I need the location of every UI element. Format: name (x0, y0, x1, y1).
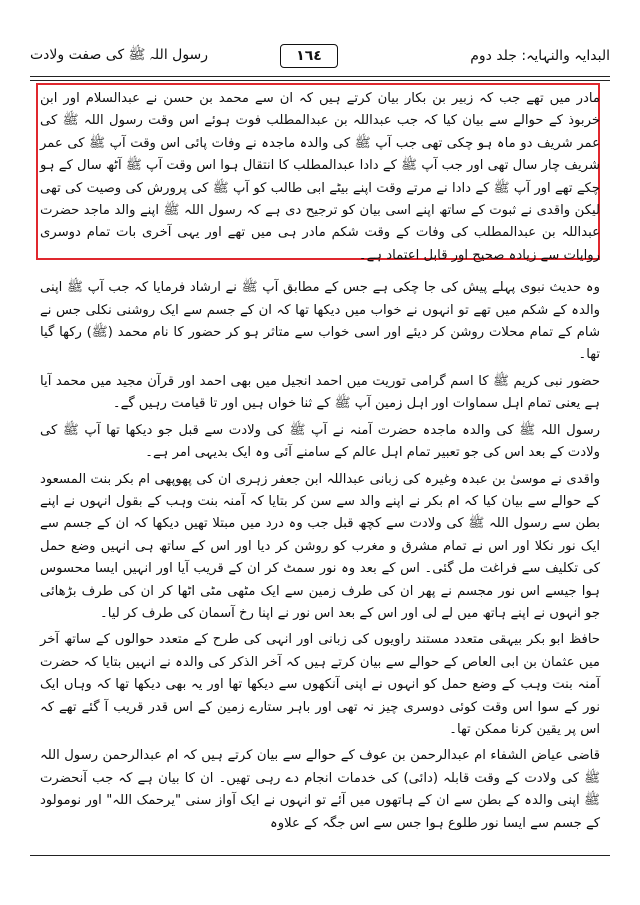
paragraph: وہ حدیث نبوی پہلے پیش کی جا چکی ہے جس کے مطابق آپ ﷺ نے ارشاد فرمایا کہ جب آپ ﷺ اپنی والدہ کے شکم میں تھے تو انہوں نے خواب میں دیکھا تھا کہ ان کے جسم سے ایک روشنی نکلی جس نے شام کے تمام محلات روشن کر دیئے اور اسی خواب سے متاثر ہو کر حضور کا نام محمد (ﷺ) رکھا گیا تھا۔ (40, 280, 600, 363)
paragraph: واقدی نے موسیٰ بن عبدہ وغیرہ کی زبانی عبداللہ ابن جعفر زہری ان کی پھوپھی ام بکر بنت المسعود کے حوالے سے بیان کیا کہ ام بکر نے اپنے والد سے سن کر بتایا کہ آمنہ بنت وہب کے بقول انہوں نے اپنے بطن سے رسول اللہ ﷺ کی ولادت سے کچھ قبل جب وہ درد میں مبتلا تھیں دیکھا کہ ان کے جسم سے ایک نور نکلا اور اس نے تمام مشرق و مغرب کو روشن کر دیا اور اس کے ساتھ ہی انہیں وضع حمل کی تکلیف سے فراغت مل گئی۔ اس کے بعد وہ نور سمٹ کر ان کے قریب آیا اور انہیں ایسا محسوس ہوا جیسے اس نور مجسم نے پھر ان کی طرف زمین سے ایک مٹھی مٹی اٹھا کر ان کی طرف بڑھائی جو انہوں نے اپنے ہاتھ میں لے لی اور اس کے بعد اس نور نے اپنا رخ آسمان کی طرف کر لیا۔ (40, 471, 600, 621)
book-title: البدایہ والنہایہ: جلد دوم (470, 48, 610, 64)
paragraph: قاضی عیاض الشفاء ام عبدالرحمن بن عوف کے حوالے سے بیان کرتے ہیں کہ ام عبدالرحمن رسول اللہ ﷺ کی ولادت کے وقت قابلہ (دائی) کی خدمات انجام دے رہی تھیں۔ ان کا بیان ہے کہ جب آنحضرت ﷺ اپنی والدہ کے بطن سے ان کے ہاتھوں میں آئے تو انہوں نے ایک آواز سنی "یرحمک اللہ" اور نومولود کے جسم سے ایسا نور طلوع ہوا جس سے اس جگہ کے علاوہ (40, 748, 600, 831)
page-body (40, 88, 600, 839)
chapter-title: رسول اللہ ﷺ کی صفت ولادت (30, 47, 209, 63)
paragraph: حافظ ابو بکر بیہقی متعدد مستند راویوں کی زبانی اور انہی کی طرح کے متعدد حوالوں کے ساتھ آخر میں عثمان بن ابی العاص کے حوالے سے بیان کرتے ہیں کہ آخر الذکر کی والدہ نے انہیں بتایا کہ حضرت آمنہ بنت وہب کے وضع حمل کو انہوں نے اپنی آنکھوں سے دیکھا تھا اور یہ بھی دیکھا تھا کہ وہاں ایک نور کے سوا اس وقت کوئی دوسری چیز نہ تھی اور باہر ستارے زمین کے اس قدر قریب آ گئے تھے کہ اس پر یقین کرنا ممکن تھا۔ (40, 632, 600, 737)
paragraph: رسول اللہ ﷺ کی والدہ ماجدہ حضرت آمنہ نے آپ ﷺ کی ولادت سے قبل جو دیکھا تھا آپ ﷺ کی ولادت کے بعد اس کی جو تعبیر تمام اہل عالم کے سامنے آئی وہ ایک بدیہی امر ہے۔ (40, 422, 600, 461)
paragraph-highlighted: مادر میں تھے جب کہ زبیر بن بکار بیان کرتے ہیں کہ ان سے محمد بن حسن نے عبدالسلام اور ابن خربوذ کے حوالے سے بیان کیا کہ جب عبداللہ بن عبدالمطلب فوت ہوئے اس وقت رسول اللہ ﷺ کی عمر شریف دو ماہ ہو چکی تھی جب آپ ﷺ کی والدہ ماجدہ نے وفات پائی اس وقت آپ ﷺ کی عمر شریف چار سال تھی اور جب آپ ﷺ کے دادا عبدالمطلب کا انتقال ہوا اس وقت آپ ﷺ آٹھ سال کے ہو چکے تھے اور آپ ﷺ کے دادا نے مرتے وقت اپنے بیٹے ابی طالب کو آپ ﷺ کی پرورش کی وصیت کی تھی لیکن واقدی نے ثبوت کے ساتھ اپنے اسی بیان کو ترجیح دی ہے کہ رسول اللہ ﷺ اپنے والد ماجد حضرت عبداللہ بن عبدالمطلب کی وفات کے وقت شکم مادر ہی میں تھے اور یہی آخری بات تمام دوسری روایات سے زیادہ صحیح اور قابل اعتماد ہے۔ (40, 91, 600, 263)
header-rule (30, 76, 610, 77)
page-number: ١٦٤ (280, 44, 338, 68)
header-rule-thin (30, 80, 610, 81)
footer-rule (30, 855, 610, 856)
paragraph: حضور نبی کریم ﷺ کا اسم گرامی توریت میں احمد انجیل میں بھی احمد اور قرآن مجید میں محمد آیا ہے یعنی تمام اہل سماوات اور اہل زمین آپ ﷺ کے ثنا خواں ہیں اور تا قیامت رہیں گے۔ (40, 373, 600, 412)
